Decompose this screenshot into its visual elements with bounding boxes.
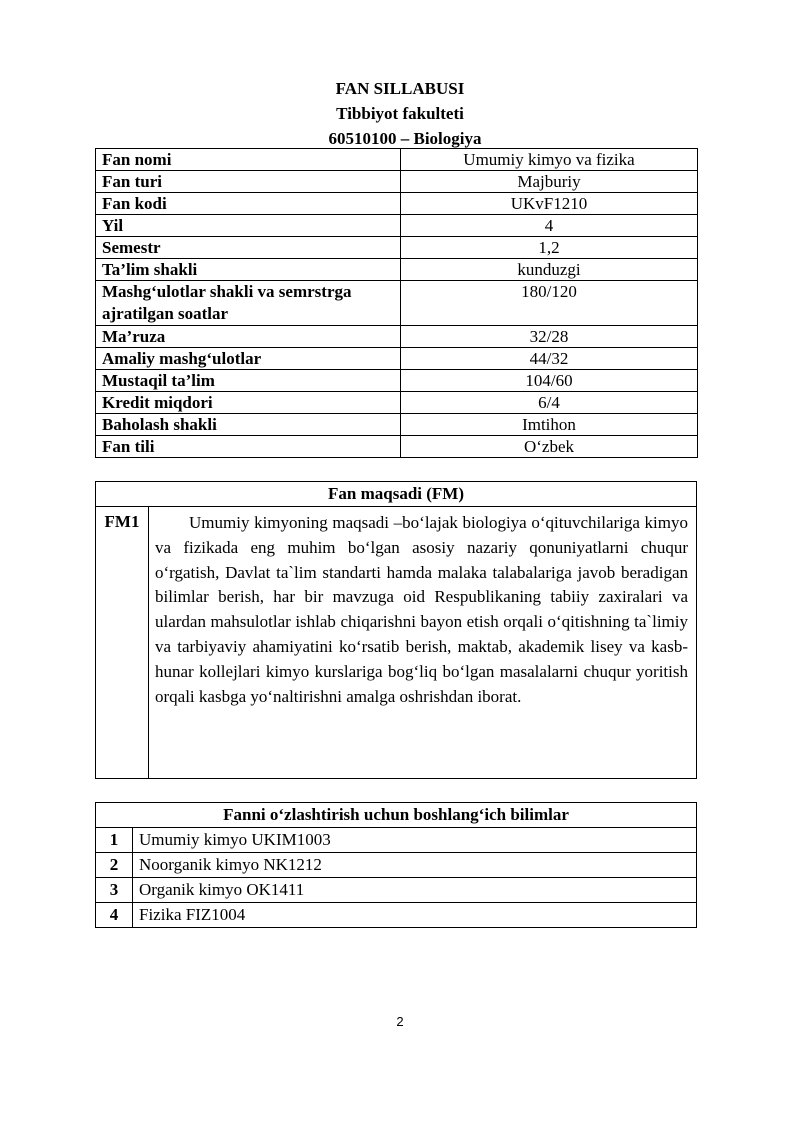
info-label: Semestr xyxy=(96,237,401,259)
table-row xyxy=(96,828,697,853)
info-label: Mustaqil ta’lim xyxy=(96,370,401,392)
table-row xyxy=(96,149,698,171)
info-label: Fan kodi xyxy=(96,193,401,215)
prerequisites-heading: Fanni o‘zlashtirish uchun boshlang‘ich bilimlar xyxy=(96,803,697,828)
info-label: Fan nomi xyxy=(96,149,401,171)
table-header-row xyxy=(96,482,697,507)
table-row xyxy=(96,853,697,878)
info-label: Yil xyxy=(96,215,401,237)
table-row xyxy=(96,215,698,237)
prerequisite-number: 3 xyxy=(96,878,133,903)
table-row xyxy=(96,507,697,779)
info-value: 44/32 xyxy=(401,348,698,370)
info-value: UKvF1210 xyxy=(401,193,698,215)
program-name: 60510100 – Biologiya xyxy=(328,129,482,148)
goal-text: Umumiy kimyoning maqsadi –bo‘lajak biologiya o‘qituvchilariga kimyo va fizikada eng muhim bo‘lgan asosiy nazariy qonuniyatlarni chuqur o‘rgatish, Davlat ta`lim standarti hamda malaka talabalariga javob beradigan bilimlar berish, har bir mavzuga oid Respublikaning tabiiy zaxiralari va ulardan mahsulotlar ishlab chiqarishni bayon etish orqali o‘qitishning ta`limiy va tarbiyaviy ahamiyatini ko‘rsatib berish, maktab, akademik lisey va kasb-hunar kollejlari kimyo kurslariga bog‘liq bo‘lgan masalalarni chuqur yoritish orqali kasbga yo‘naltirishni amalga oshrishdan iborat. xyxy=(149,507,697,779)
info-value: O‘zbek xyxy=(401,436,698,458)
info-label: Amaliy mashg‘ulotlar xyxy=(96,348,401,370)
prerequisite-course: Organik kimyo OK1411 xyxy=(133,878,697,903)
info-label: Ma’ruza xyxy=(96,326,401,348)
info-value: 32/28 xyxy=(401,326,698,348)
info-label: Kredit miqdori xyxy=(96,392,401,414)
info-label: Baholash shakli xyxy=(96,414,401,436)
table-row xyxy=(96,348,698,370)
table-header-row xyxy=(96,803,697,828)
prerequisite-number: 2 xyxy=(96,853,133,878)
table-row xyxy=(96,326,698,348)
info-value: kunduzgi xyxy=(401,259,698,281)
prerequisite-course: Fizika FIZ1004 xyxy=(133,903,697,928)
info-value: Umumiy kimyo va fizika xyxy=(401,149,698,171)
table-row xyxy=(96,370,698,392)
table-row xyxy=(96,414,698,436)
prerequisite-course: Umumiy kimyo UKIM1003 xyxy=(133,828,697,853)
page-number: 2 xyxy=(396,1014,404,1029)
prerequisite-course: Noorganik kimyo NK1212 xyxy=(133,853,697,878)
goal-code: FM1 xyxy=(96,507,149,779)
prerequisite-number: 4 xyxy=(96,903,133,928)
info-label: Fan turi xyxy=(96,171,401,193)
info-value: 180/120 xyxy=(401,281,698,326)
info-value: 1,2 xyxy=(401,237,698,259)
info-value: Imtihon xyxy=(401,414,698,436)
goal-heading: Fan maqsadi (FM) xyxy=(96,482,697,507)
info-label: Ta’lim shakli xyxy=(96,259,401,281)
course-info-table xyxy=(95,148,698,458)
table-row xyxy=(96,392,698,414)
info-value: 6/4 xyxy=(401,392,698,414)
table-row xyxy=(96,237,698,259)
info-value: 104/60 xyxy=(401,370,698,392)
table-row xyxy=(96,193,698,215)
info-label: Mashg‘ulotlar shakli va semrstrga ajratilgan soatlar xyxy=(96,281,401,326)
info-value: Majburiy xyxy=(401,171,698,193)
table-row xyxy=(96,436,698,458)
info-label: Fan tili xyxy=(96,436,401,458)
course-goal-table xyxy=(95,481,697,779)
table-row xyxy=(96,903,697,928)
document-title: FAN SILLABUSI xyxy=(335,79,465,98)
table-row xyxy=(96,281,698,326)
table-row xyxy=(96,878,697,903)
prerequisites-table xyxy=(95,802,697,928)
info-value: 4 xyxy=(401,215,698,237)
table-row xyxy=(96,259,698,281)
prerequisite-number: 1 xyxy=(96,828,133,853)
faculty-name: Tibbiyot fakulteti xyxy=(336,104,464,123)
table-row xyxy=(96,171,698,193)
